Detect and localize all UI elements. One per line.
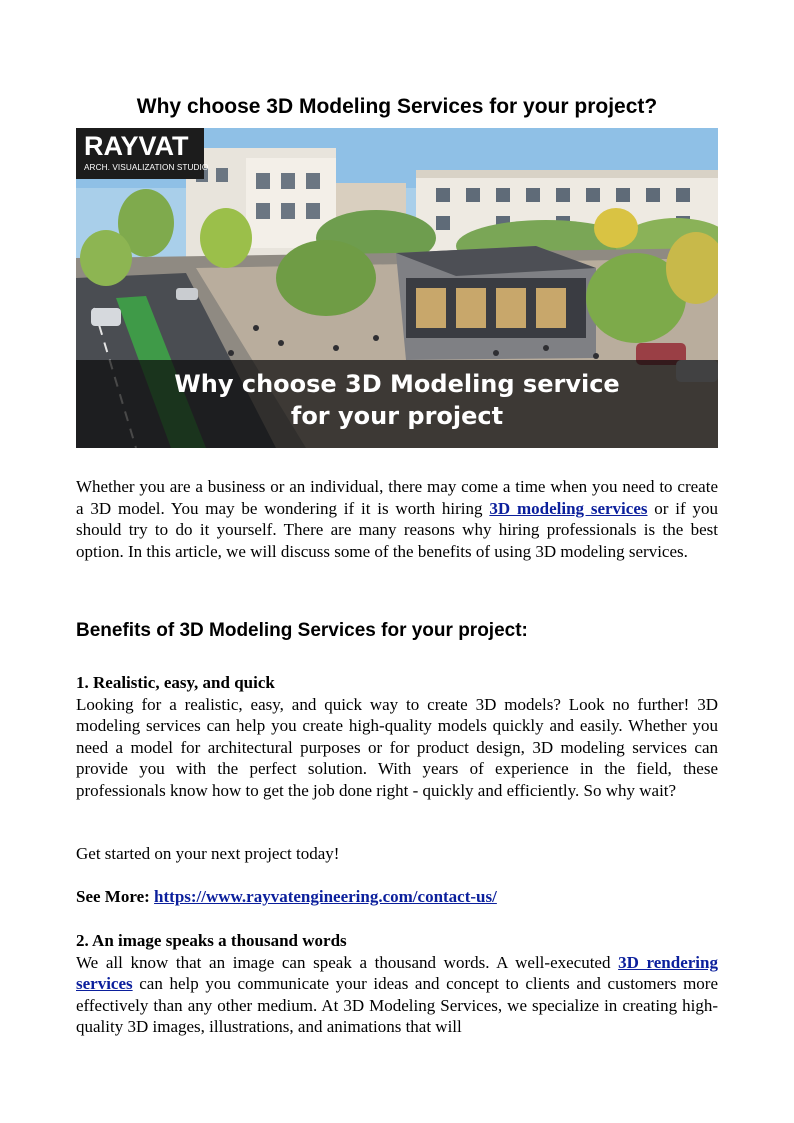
see-more-label: See More:	[76, 887, 155, 906]
logo-tagline: ARCH. VISUALIZATION STUDIO	[84, 163, 209, 172]
3d-rendering-services-link[interactable]: 3D rendering services	[76, 952, 718, 993]
benefit-2-text-after: can help you communicate your ideas and concept to clients and customers more effectively than any other medium. At 3D Modeling Services, we specialize in creating high-quality 3D images, illustrations, and animations that will	[76, 974, 718, 1036]
hero-caption	[76, 368, 718, 432]
3d-modeling-services-link[interactable]: 3D modeling services	[489, 498, 648, 518]
hero-image	[76, 128, 718, 448]
benefit-1-text: Looking for a realistic, easy, and quick way to create 3D models? Look no further! 3D modeling services can help you create high-quality models quickly and easily. Whether you need a model for architectural purposes or for product design, 3D modeling services can provide you with the perfect solution. With years of experience in the field, these professionals know how to get the job done right - quickly and efficiently. So why wait?	[76, 694, 718, 800]
contact-us-link[interactable]: https://www.rayvatengineering.com/contact-us/	[154, 887, 497, 906]
benefit-2-heading: 2. An image speaks a thousand words	[76, 931, 347, 950]
get-started-text: Get started on your next project today!	[76, 844, 340, 863]
intro-text-after: or if you should try to do it yourself. There are many reasons why hiring professionals is the best option. In this article, we will discuss some of the benefits of using 3D modeling services.	[76, 498, 719, 561]
benefit-1-heading: 1. Realistic, easy, and quick	[76, 673, 275, 692]
logo-wordmark: RAYVAT	[84, 131, 189, 161]
benefit-item-2	[76, 930, 718, 1038]
benefits-heading: Benefits of 3D Modeling Services for your project:	[76, 620, 528, 641]
see-more-line	[76, 886, 718, 908]
page-title: Why choose 3D Modeling Services for your project?	[136, 95, 658, 118]
benefit-2-text-before: We all know that an image can speak a thousand words. A well-executed	[76, 952, 619, 972]
hero-caption-line-1: Why choose 3D Modeling service	[174, 370, 620, 398]
intro-paragraph	[76, 476, 718, 562]
benefit-item-1	[76, 672, 718, 801]
brand-logo	[76, 128, 209, 179]
hero-caption-line-2: for your project	[290, 402, 504, 430]
intro-text-before: Whether you are a business or an individual, there may come a time when you need to create a 3D model. You may be wondering if it is worth hiring	[76, 477, 718, 518]
